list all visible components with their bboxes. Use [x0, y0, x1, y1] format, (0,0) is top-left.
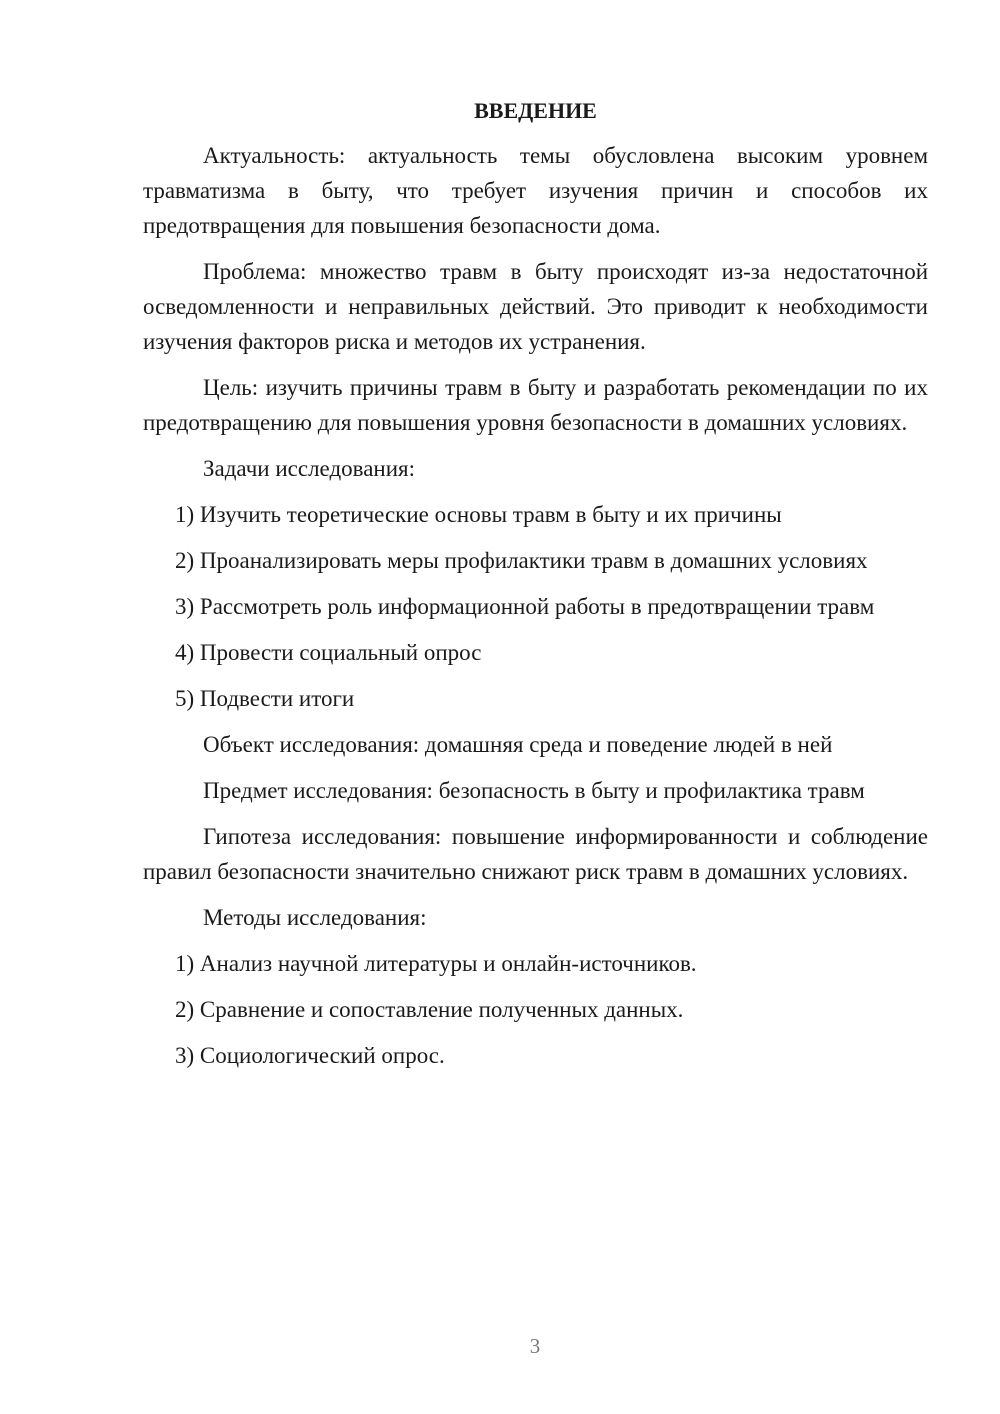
tasks-heading: Задачи исследования:	[203, 456, 416, 481]
page-title: ВВЕДЕНИЕ	[474, 98, 597, 123]
hypothesis-paragraph: Гипотеза исследования: повышение информированности и соблюдение правил безопасности значительно снижают риск травм в домашних условиях.	[143, 824, 928, 884]
method-item-3: 3) Социологический опрос.	[175, 1043, 445, 1068]
page-number: 3	[529, 1334, 541, 1358]
relevance-paragraph: Актуальность: актуальность темы обусловлена высоким уровнем травматизма в быту, что требует изучения причин и способов их предотвращения для повышения безопасности дома.	[143, 143, 928, 238]
methods-heading: Методы исследования:	[203, 905, 427, 930]
task-item-5: 5) Подвести итоги	[175, 686, 355, 711]
method-item-2: 2) Сравнение и сопоставление полученных данных.	[175, 997, 684, 1022]
object-paragraph: Объект исследования: домашняя среда и поведение людей в ней	[203, 732, 833, 757]
task-item-3: 3) Рассмотреть роль информационной работы в предотвращении травм	[175, 594, 875, 619]
task-item-4: 4) Провести социальный опрос	[175, 640, 482, 665]
method-item-1: 1) Анализ научной литературы и онлайн-источников.	[175, 951, 697, 976]
document-page	[143, 96, 928, 1084]
task-item-1: 1) Изучить теоретические основы травм в быту и их причины	[175, 502, 782, 527]
goal-paragraph: Цель: изучить причины травм в быту и разработать рекомендации по их предотвращению для повышения уровня безопасности в домашних условиях.	[143, 375, 928, 435]
problem-paragraph: Проблема: множество травм в быту происходят из-за недостаточной осведомленности и неправильных действий. Это приводит к необходимости изучения факторов риска и методов их устранения.	[143, 259, 928, 354]
task-item-2: 2) Проанализировать меры профилактики травм в домашних условиях	[175, 548, 868, 573]
subject-paragraph: Предмет исследования: безопасность в быту и профилактика травм	[203, 778, 865, 803]
